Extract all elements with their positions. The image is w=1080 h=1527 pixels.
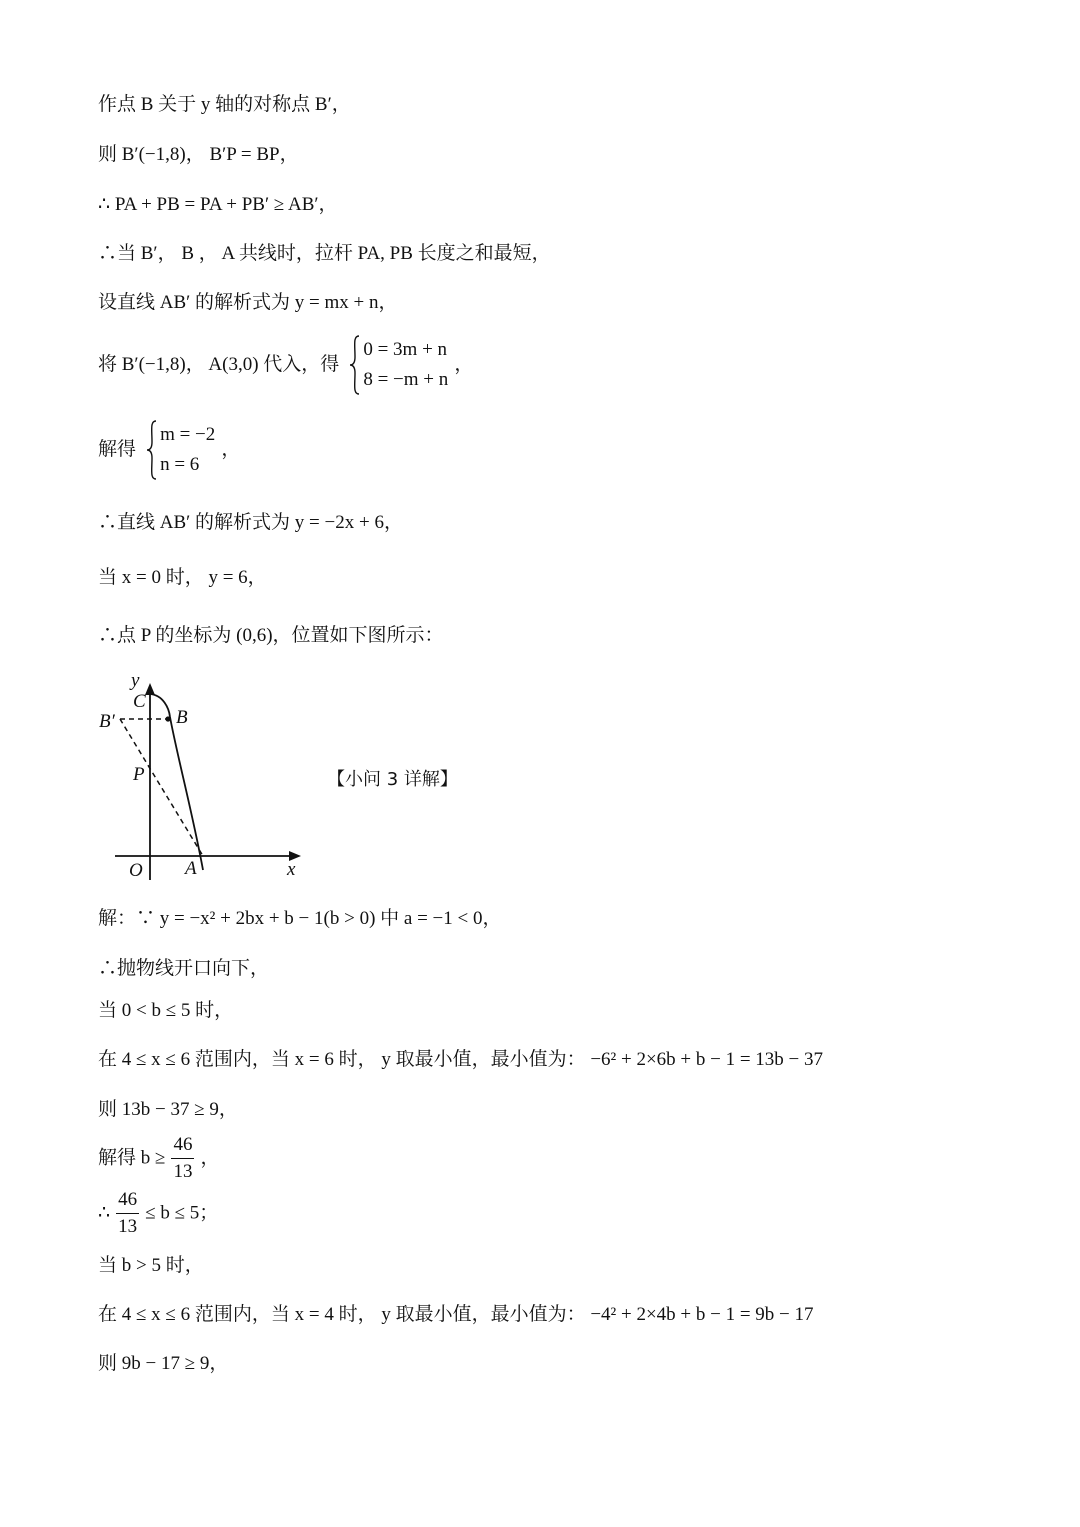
line-min-at-x4: 在 4 ≤ x ≤ 6 范围内，当 x = 4 时， y 取最小值，最小值为： −4² + 2×4b + b − 1 = 9b − 17 <box>98 1304 814 1325</box>
label-bprime: B′ <box>99 711 115 732</box>
brace-icon <box>146 420 158 480</box>
solution-n: n = 6 <box>160 454 200 475</box>
line-collinear-condition: ∴当 B′， B ， A 共线时，拉杆 PA, PB 长度之和最短， <box>98 243 551 264</box>
fraction-46-13: $\frac{46}{13}$ <box>173 1134 193 1182</box>
line-ineq-9b: 则 9b − 17 ≥ 9， <box>98 1353 229 1374</box>
label-y: y <box>131 670 140 691</box>
line-point-p-coords: ∴点 P 的坐标为 (0,6)，位置如下图所示： <box>98 625 444 646</box>
system-equation-2: 8 = −m + n <box>363 369 449 390</box>
solution-m: m = −2 <box>160 424 216 445</box>
line-substitute-system: 将 B′(−1,8)， A(3,0) 代入，得 0 = 3m + n 8 = −m + n ， <box>98 335 473 395</box>
line-bprime-coords: 则 B′(−1,8)， B′P = BP， <box>98 144 299 165</box>
brace-icon <box>349 335 361 395</box>
system-equation-1: 0 = 3m + n <box>363 339 448 360</box>
line-reflect-b: 作点 B 关于 y 轴的对称点 B′， <box>98 94 351 115</box>
line-min-at-x6: 在 4 ≤ x ≤ 6 范围内，当 x = 6 时， y 取最小值，最小值为： −6² + 2×6b + b − 1 = 13b − 37 <box>98 1049 824 1070</box>
line-opens-downward: ∴抛物线开口向下， <box>98 958 270 979</box>
line-case-b-le-5: 当 0 < b ≤ 5 时， <box>98 1000 234 1021</box>
fraction-46-13: $\frac{46}{13}$ <box>118 1189 138 1237</box>
label-o: O <box>129 860 143 881</box>
line-solution-system: 解得 m = −2 n = 6 ， <box>98 420 240 480</box>
equation-system <box>349 335 448 395</box>
label-c: C <box>133 691 146 712</box>
line-pa-pb-inequality: ∴ PA + PB = PA + PB′ ≥ AB′， <box>98 194 338 215</box>
y-axis-arrow-icon <box>145 683 155 695</box>
label-b: B <box>176 707 188 728</box>
sub-question-heading: 【小问 3 详解】 <box>327 769 458 790</box>
dashed-bprime-a <box>120 719 203 856</box>
line-b-range: ∴ $\frac{46}{13}$ ≤ b ≤ 5； <box>98 1187 218 1240</box>
line-case-b-gt-5: 当 b > 5 时， <box>98 1255 204 1276</box>
label-p: P <box>133 764 145 785</box>
coordinate-figure <box>95 665 310 885</box>
line-x-zero: 当 x = 0 时， y = 6， <box>98 567 267 588</box>
line-ineq-13b: 则 13b − 37 ≥ 9， <box>98 1099 238 1120</box>
solution-system <box>146 420 215 480</box>
line-ab-prime-equation: ∴直线 AB′ 的解析式为 y = −2x + 6， <box>98 512 403 533</box>
point-b-dot <box>165 716 170 721</box>
label-x: x <box>287 859 296 880</box>
line-solution-start: 解：∵ y = −x² + 2bx + b − 1(b > 0) 中 a = −1 < 0， <box>98 908 502 929</box>
line-solve-b: 解得 b ≥ $\frac{46}{13}$ ， <box>98 1132 220 1185</box>
label-a: A <box>185 858 197 879</box>
line-set-linear-equation: 设直线 AB′ 的解析式为 y = mx + n， <box>98 292 398 313</box>
